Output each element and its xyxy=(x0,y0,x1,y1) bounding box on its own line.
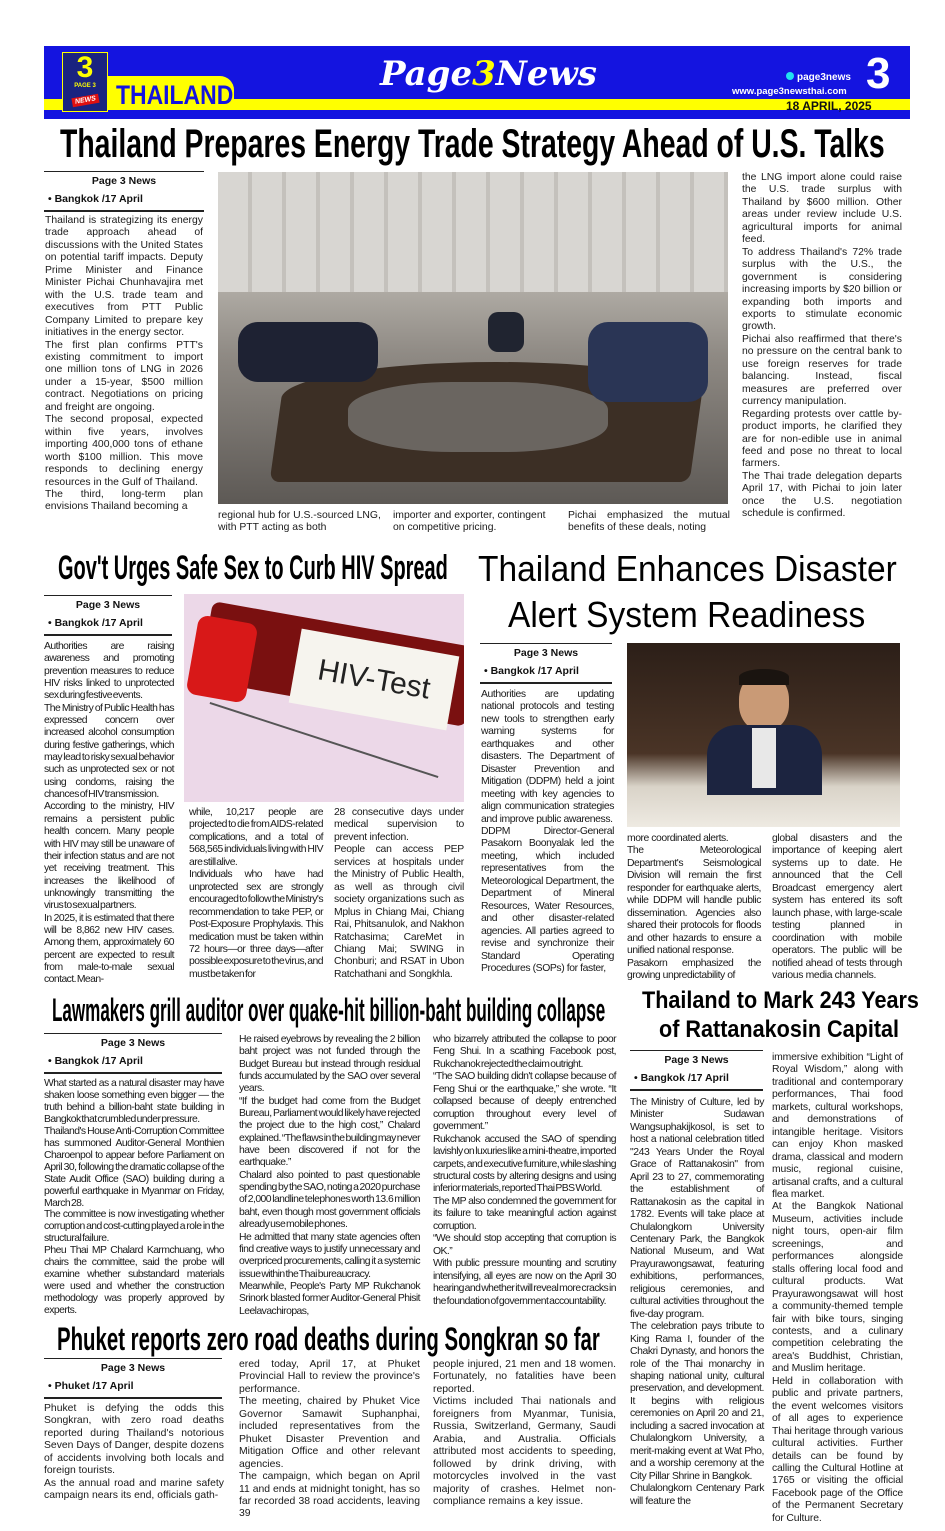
byline-source: Page 3 News xyxy=(75,599,141,611)
article-column xyxy=(630,1097,764,1508)
paragraph: The committee is now investigating whether corruption and cost-cutting played a role in the structural failure. xyxy=(44,1209,224,1245)
paragraph: The Ministry of Culture, led by Minister Sudawan Wangsuphakijkosol, is set to host a national celebration titled "243 Years Under the Royal Grace of Rattanakosin" from April 23 to 27, commemorating the establishment of Rattanakosin as the capital in 1782. Events will take place at Chulalongkorn University Centenary Park, the Bangkok National Museum, and Wat Prayurawongsawat, featuring exhibitions, performances, religious ceremonies, and cultural activities throughout the five-day program. xyxy=(630,1097,764,1320)
paragraph: people injured, 21 men and 18 women. Fortunately, no fatalities have been reported. xyxy=(433,1359,616,1395)
byline-rattanakosin xyxy=(630,1050,763,1091)
headline-disaster-line2: Alert System Readiness xyxy=(508,594,866,635)
paragraph: more coordinated alerts. xyxy=(627,833,729,844)
article-column xyxy=(44,1078,224,1317)
paragraph: Authorities are updating national protocols and testing new tools to strengthen early warning systems for earthquakes and other disasters. The Department of Disaster Prevention and Mitigation (DDPM) held a joint meeting with key agencies to align communication strategies and improve public awareness. xyxy=(481,689,614,825)
paragraph: In 2025, it is estimated that there will be 8,862 new HIV cases. Among them, approximately 60 percent are expected to result from male-to-male sexual contact. Mean- xyxy=(44,912,174,986)
edition-label: THAILAND xyxy=(116,80,234,110)
byline-dateline: • Phuket /17 April xyxy=(48,1380,134,1392)
byline-dateline: • Bangkok /17 April xyxy=(48,617,143,629)
paragraph: Pichai also reaffirmed that there's no pressure on the central bank to use foreign reserves for trade balancing. Instead, fiscal measures are preferred over currency manipulation. xyxy=(742,333,902,408)
meeting-photo xyxy=(218,172,728,504)
byline-energy xyxy=(44,171,204,212)
article-column xyxy=(44,641,174,987)
byline-phuket xyxy=(44,1358,222,1399)
article-column xyxy=(393,510,559,535)
paragraph: Chalard also pointed to past questionable spending by the SAO, noting a 2020 purchase of 2,000 landline telephones worth 13.6 million baht, even though most government officials already use mobile phones. xyxy=(239,1169,420,1231)
article-column xyxy=(742,172,902,521)
byline-dateline: • Bangkok /17 April xyxy=(48,1055,143,1067)
paragraph: 28 consecutive days under medical supervision to prevent infection. xyxy=(334,807,464,843)
paragraph: The campaign, which began on April 11 and ends at midnight tonight, has so far recorded 38 road accidents, leaving 39 xyxy=(239,1471,420,1520)
website-link[interactable]: www.page3newsthai.com xyxy=(732,86,847,97)
article-column xyxy=(239,1359,420,1521)
social-handle[interactable] xyxy=(786,72,851,83)
paragraph: Meanwhile, People's Party MP Rukchanok Srinork blasted former Auditor-General Phisit Leelavachiropas, xyxy=(239,1280,420,1317)
paragraph: the LNG import alone could raise the U.S. trade surplus with Thailand by $600 million. Other areas under review include U.S. agricultural imports for animal feed. xyxy=(742,172,902,246)
paragraph: He admitted that many state agencies often find creative ways to justify unnecessary and overpriced procurements, calling it a systemic issue within the Thai bureaucracy. xyxy=(239,1231,420,1280)
paragraph: global disasters and the importance of keeping alert systems up to date. He announced that the Cell Broadcast emergency alert system has entered its soft launch phase, with large-scale testing planned in coordination with mobile operators. The public will be notified ahead of tests through various media channels. xyxy=(772,833,902,981)
article-column xyxy=(772,833,902,982)
paragraph: Thailand is strategizing its energy trade approach ahead of discussions with the United States on potential tariff impacts. Deputy Prime Minister and Finance Minister Pichai Chunhavajira met with the U.S. trade team and executives from PTT Public Company Limited to prepare key initiatives in the energy sector. xyxy=(45,215,203,339)
headline-disaster-line1: Thailand Enhances Disaster xyxy=(478,548,897,589)
masthead xyxy=(44,46,910,116)
logo-number: 3 xyxy=(76,51,94,84)
paragraph: The celebration pays tribute to King Rama I, founder of the Chakri Dynasty, and honors the role of the Thai monarchy in shaping national unity, cultural preservation, and development. It begins with religious ceremonies on April 20 and 21, including a sacred invocation at Chulalongkorn University, a merit-making event at Wat Pho, and a worship ceremony at the City Pillar Shrine in Bangkok. xyxy=(630,1321,764,1482)
issue-date: 18 APRIL, 2025 xyxy=(786,99,872,113)
paragraph: DDPM Director-General Pasakorn Boonyalak led the meeting, which included representatives from the Meteorological Department, the Department of Mineral Resources, Water Resources, and other disaster-related agencies. All parties agreed to revise and synchronize their Standard Operating Procedures (SOPs) for faster, xyxy=(481,825,614,974)
article-column xyxy=(627,833,761,982)
paragraph: The Ministry of Public Health has expressed concern over increased alcohol consumption during festive gatherings, which may lead to risky sexual behavior such as unprotected sex or not using condoms, raising the chances of HIV transmission. xyxy=(44,702,174,801)
paragraph: The Thai trade delegation departs April 17, with Pichai to join later once the U.S. negotiation schedule is confirmed. xyxy=(742,470,902,520)
logo xyxy=(62,52,108,112)
byline-source: Page 3 News xyxy=(513,647,579,659)
paragraph: “We should stop accepting that corruption is OK.” xyxy=(433,1233,616,1257)
paragraph: What started as a natural disaster may have shaken loose something even bigger — the truth behind a billion-baht state building in Bangkok that crumbled under pressure. xyxy=(44,1078,224,1125)
social-icon xyxy=(786,72,794,80)
hiv-test-label: HIV-Test xyxy=(289,629,460,731)
headline-rattanakosin-line1: Thailand to Mark 243 Years xyxy=(642,987,919,1014)
masthead-news: News xyxy=(495,54,597,94)
paragraph: Regarding protests over cattle by-product imports, he clarified they are for non-edible use in animal feed and pose no threat to local farmers. xyxy=(742,408,902,470)
headline-phuket: Phuket reports zero road deaths during Songkran so far xyxy=(57,1321,600,1357)
headline-energy: Thailand Prepares Energy Trade Strategy Ahead of U.S. Talks xyxy=(60,122,885,166)
paragraph: “The SAO building didn't collapse because of Feng Shui or the earthquake,” she wrote. “It collapsed because of deeply entrenched corruption throughout every level of government.” xyxy=(433,1071,616,1133)
paragraph: The second proposal, expected within five years, involves importing 400,000 tons of ethane worth $100 million. This move responds to declining energy resources in the Gulf of Thailand. xyxy=(45,414,203,488)
headline-auditor: Lawmakers grill auditor over quake-hit billion-baht building collapse xyxy=(52,992,606,1028)
paragraph: Held in collaboration with public and private partners, the event welcomes visitors of all ages to experience Thai heritage through various cultural activities. Further details can be found by calling the Cultural Hotline at 1765 or visiting the official Facebook page of the Office of the Permanent Secretary for Culture. xyxy=(772,1375,903,1524)
paragraph: The third, long-term plan envisions Thailand becoming a xyxy=(45,488,203,513)
hiv-test-photo xyxy=(184,594,464,802)
headline-hiv: Gov't Urges Safe Sex to Curb HIV Spread xyxy=(58,549,448,587)
paragraph: importer and exporter, contingent on competitive pricing. xyxy=(393,510,546,534)
byline-dateline: • Bangkok /17 April xyxy=(484,665,579,677)
paragraph: Pheu Thai MP Chalard Karmchuang, who chairs the committee, said the probe will examine whether substandard materials were used and whether the construction methodology was properly approved by experts. xyxy=(44,1245,224,1317)
paragraph: Authorities are raising awareness and promoting prevention measures to reduce HIV risks linked to unprotected sex during festive events. xyxy=(44,641,174,702)
paragraph: He raised eyebrows by revealing the 2 billion baht project was not funded through the Budget Bureau but instead through residual funds accumulated by the SAO over several years. xyxy=(239,1034,420,1095)
byline-auditor xyxy=(44,1033,222,1074)
paragraph: The meeting, chaired by Phuket Vice Governor Samawit Suphanphai, included representatives from the Phuket Disaster Prevention and Mitigation Office and other relevant agencies. xyxy=(239,1396,420,1470)
byline-hiv xyxy=(44,595,172,636)
article-column xyxy=(433,1034,616,1308)
paragraph: Individuals who have had unprotected sex are strongly encouraged to follow the Ministry's recommendation to take PEP, or Post-Exposure Prophylaxis. This medication must be taken within 72 hours—or three days—after possible exposure to the virus, and must be taken for xyxy=(189,869,323,980)
byline-source: Page 3 News xyxy=(91,175,157,187)
byline-disaster xyxy=(480,643,612,684)
paragraph: immersive exhibition “Light of Royal Wisdom,” along with traditional and contemporary performances, Thai food markets, cultural workshops, and demonstrations of intangible heritage. Visitors can enjoy Khon masked drama, classical and modern music, regional cuisine, artisanal crafts, and a cultural flea market. xyxy=(772,1052,903,1200)
paragraph: With public pressure mounting and scrutiny intensifying, all eyes are now on the April 30 hearing and whether it will reveal more cracks in the foundation of government accountability. xyxy=(433,1258,616,1307)
header-rule xyxy=(44,116,910,119)
paragraph: Chulalongkorn Centenary Park will feature the xyxy=(630,1483,764,1507)
article-column xyxy=(218,510,384,535)
byline-source: Page 3 News xyxy=(100,1362,166,1374)
article-column xyxy=(433,1359,616,1508)
paragraph: Pasakorn emphasized the growing unpredictability of xyxy=(627,957,761,981)
logo-page: PAGE 3 xyxy=(74,83,96,89)
byline-source: Page 3 News xyxy=(100,1037,166,1049)
paragraph: “If the budget had come from the Budget Bureau, Parliament would likely have rejected the project due to the high cost,” Chalard explained. “The flaws in the building may never have been discovered if not for the earthquake.” xyxy=(239,1095,420,1169)
paragraph: who bizarrely attributed the collapse to poor Feng Shui. In a scathing Facebook post, Rukchanok rejected the claim outright. xyxy=(433,1034,616,1070)
paragraph: ered today, April 17, at Phuket Provincial Hall to review the province's performance. xyxy=(239,1359,420,1395)
paragraph: Rukchanok accused the SAO of spending lavishly on luxuries like a mini-theatre, imported carpets, and executive furniture, while slashing structural costs by altering designs and using inferior materials, reported Thai PBS World. xyxy=(433,1133,616,1195)
byline-dateline: • Bangkok /17 April xyxy=(48,193,143,205)
paragraph: Pichai emphasized the mutual benefits of these deals, noting xyxy=(568,510,730,534)
byline-source: Page 3 News xyxy=(664,1054,729,1066)
paragraph: The MP also condemned the government for its failure to take meaningful action against corruption. xyxy=(433,1195,616,1232)
logo-news: NEWS xyxy=(71,94,99,108)
article-column xyxy=(189,807,323,981)
article-column xyxy=(568,510,730,535)
masthead-page: Page xyxy=(380,54,473,94)
paragraph: while, 10,217 people are projected to die from AIDS-related complications, and a total of 568,565 individuals living with HIV are still alive. xyxy=(189,807,323,868)
paragraph: Phuket is defying the odds this Songkran, with zero road deaths reported during Thailand's notorious Seven Days of Danger, despite dozens of accidents involving both locals and foreign tourists. xyxy=(44,1403,224,1477)
paragraph: Thailand's House Anti-Corruption Committee has summoned Auditor-General Monthien Charoenpol to appear before Parliament on April 30, following the dramatic collapse of the State Audit Office (SAO) building during a powerful earthquake in Myanmar on Friday, March 28. xyxy=(44,1125,224,1209)
masthead-title xyxy=(380,54,597,94)
page-number: 3 xyxy=(866,49,891,98)
article-column xyxy=(239,1034,420,1318)
headline-rattanakosin-line2: of Rattanakosin Capital xyxy=(659,1016,900,1043)
article-column xyxy=(45,215,203,514)
paragraph: As the annual road and marine safety campaign nears its end, officials gath- xyxy=(44,1477,224,1502)
paragraph: At the Bangkok National Museum, activities include night tours, open-air film screenings, and performances alongside stalls offering local food and cultural products. Wat Prayurawongsawat will host a community-themed temple fair with bike tours, singing contests, and a culinary competition celebrating the area's Buddhist, Christian, and Muslim heritage. xyxy=(772,1201,903,1375)
paragraph: People can access PEP services at hospitals under the Ministry of Public Health, as well as through civil society organizations such as Mplus in Chiang Mai, Chiang Rai, Phitsanulok, and Nakhon Ratchasima; CareMet in Chiang Mai; SWING in Chonburi; and RSAT in Ubon Ratchathani and Songkhla. xyxy=(334,844,464,980)
paragraph: The first plan confirms PTT's existing commitment to import one million tons of LNG in 2026 under a 15-year, $500 million contract. Negotiations on pricing and freight are ongoing. xyxy=(45,339,203,413)
masthead-3: 3 xyxy=(472,54,496,94)
article-column xyxy=(481,689,614,975)
paragraph: Victims included Thai nationals and foreigners from Myanmar, Tunisia, Russia, Switzerland, Germany, Saudi Arabia, and Australia. Officials attributed most accidents to speeding, followed by drink driving, with motorcycles involved in the vast majority of crashes. Helmet non-compliance remains a key issue. xyxy=(433,1396,616,1507)
paragraph: The Meteorological Department's Seismological Division will remain the first responder for earthquake alerts, while DDPM will handle public dissemination. Agencies also shared their protocols for floods and other hazards to ensure a unified national response. xyxy=(627,845,761,957)
paragraph: According to the ministry, HIV remains a persistent public health concern. Many people with HIV may still be unaware of their infection status and are not yet receiving treatment. This increases the likelihood of unknowingly transmitting the virus to sexual partners. xyxy=(44,801,174,912)
social-handle-text: page3news xyxy=(797,72,851,83)
paragraph: regional hub for U.S.-sourced LNG, with PTT acting as both xyxy=(218,510,381,534)
paragraph: To address Thailand's 72% trade surplus with the U.S., the government is considering increasing imports by $20 billion or expanding both imports and exports to stimulate economic growth. xyxy=(742,246,902,333)
byline-dateline: • Bangkok /17 April xyxy=(634,1072,729,1084)
article-column xyxy=(772,1052,903,1525)
article-column xyxy=(44,1403,224,1503)
article-column xyxy=(334,807,464,981)
ddpm-official-photo xyxy=(627,643,900,827)
